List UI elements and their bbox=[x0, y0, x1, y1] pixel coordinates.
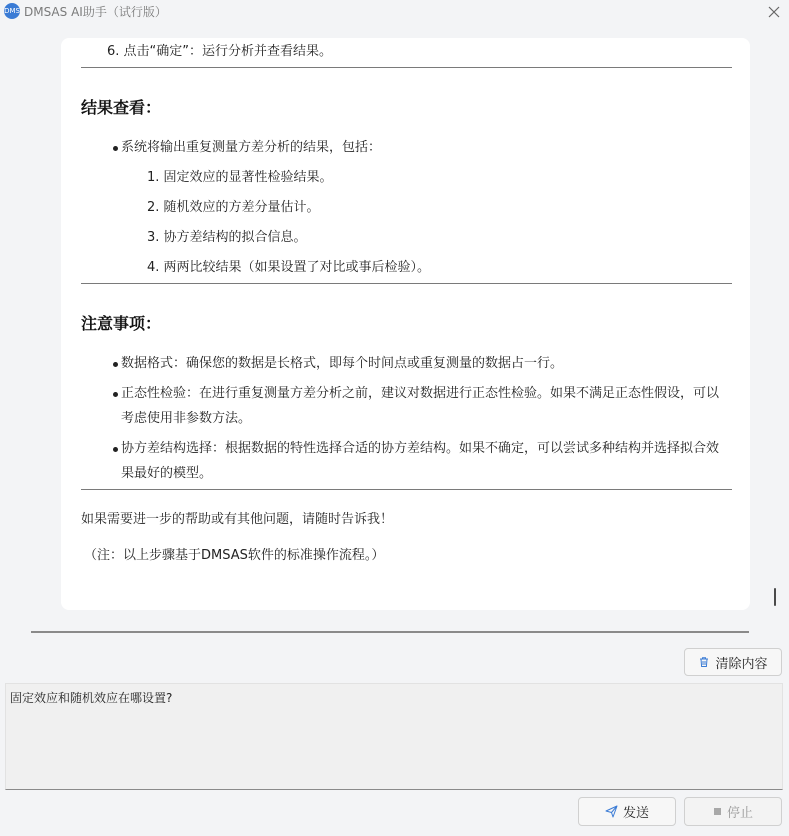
send-icon bbox=[605, 805, 618, 818]
window-title: DMSAS AI助手（试行版） bbox=[24, 5, 167, 19]
title-bar bbox=[0, 0, 789, 24]
question-input[interactable]: 固定效应和随机效应在哪设置? bbox=[5, 683, 783, 790]
stop-icon bbox=[713, 807, 722, 816]
bullet bbox=[113, 146, 118, 151]
send-label: 发送 bbox=[622, 806, 649, 821]
divider bbox=[81, 283, 732, 284]
assistant-message bbox=[61, 38, 750, 610]
results-item: 3. 协方差结构的拟合信息。 bbox=[147, 230, 307, 245]
divider bbox=[81, 489, 732, 490]
divider bbox=[81, 67, 732, 68]
chat-area[interactable] bbox=[5, 24, 766, 640]
closing-text: 如果需要进一步的帮助或有其他问题，请随时告诉我！ bbox=[81, 512, 394, 527]
results-item: 1. 固定效应的显著性检验结果。 bbox=[147, 170, 333, 185]
results-heading: 结果查看： bbox=[81, 98, 162, 117]
send-button[interactable] bbox=[578, 797, 676, 826]
trash-icon bbox=[698, 656, 710, 668]
bullet bbox=[113, 362, 118, 367]
notes-heading: 注意事项： bbox=[81, 314, 162, 333]
note-text: 协方差结构选择：根据数据的特性选择合适的协方差结构。如果不确定，可以尝试多种结构并选择拟合效 bbox=[121, 441, 720, 456]
horizontal-scrollbar[interactable] bbox=[31, 631, 749, 633]
clear-content-label: 清除内容 bbox=[715, 656, 768, 672]
clear-content-button[interactable] bbox=[684, 648, 782, 676]
results-item: 4. 两两比较结果（如果设置了对比或事后检验）。 bbox=[147, 260, 431, 275]
bullet bbox=[113, 447, 118, 452]
vertical-scrollbar[interactable] bbox=[766, 38, 784, 640]
bullet bbox=[113, 392, 118, 397]
results-item: 2. 随机效应的方差分量估计。 bbox=[147, 200, 320, 215]
app-logo-icon: DMS bbox=[4, 3, 20, 19]
note-text: 考虑使用非参数方法。 bbox=[121, 411, 252, 426]
stop-button[interactable] bbox=[684, 797, 782, 826]
close-icon[interactable] bbox=[763, 1, 785, 23]
note-text: 数据格式：确保您的数据是长格式，即每个时间点或重复测量的数据占一行。 bbox=[121, 356, 564, 371]
scrollbar-thumb[interactable] bbox=[774, 588, 776, 606]
step-6-text: 6. 点击“确定”：运行分析并查看结果。 bbox=[107, 44, 333, 59]
stop-label: 停止 bbox=[726, 806, 753, 821]
note-text: 果最好的模型。 bbox=[121, 466, 213, 481]
results-intro: 系统将输出重复测量方差分析的结果，包括： bbox=[121, 140, 382, 155]
note-text: 正态性检验：在进行重复测量方差分析之前，建议对数据进行正态性检验。如果不满足正态性假设，可以 bbox=[121, 386, 720, 401]
footnote-text: （注：以上步骤基于DMSAS软件的标准操作流程。） bbox=[84, 548, 385, 563]
